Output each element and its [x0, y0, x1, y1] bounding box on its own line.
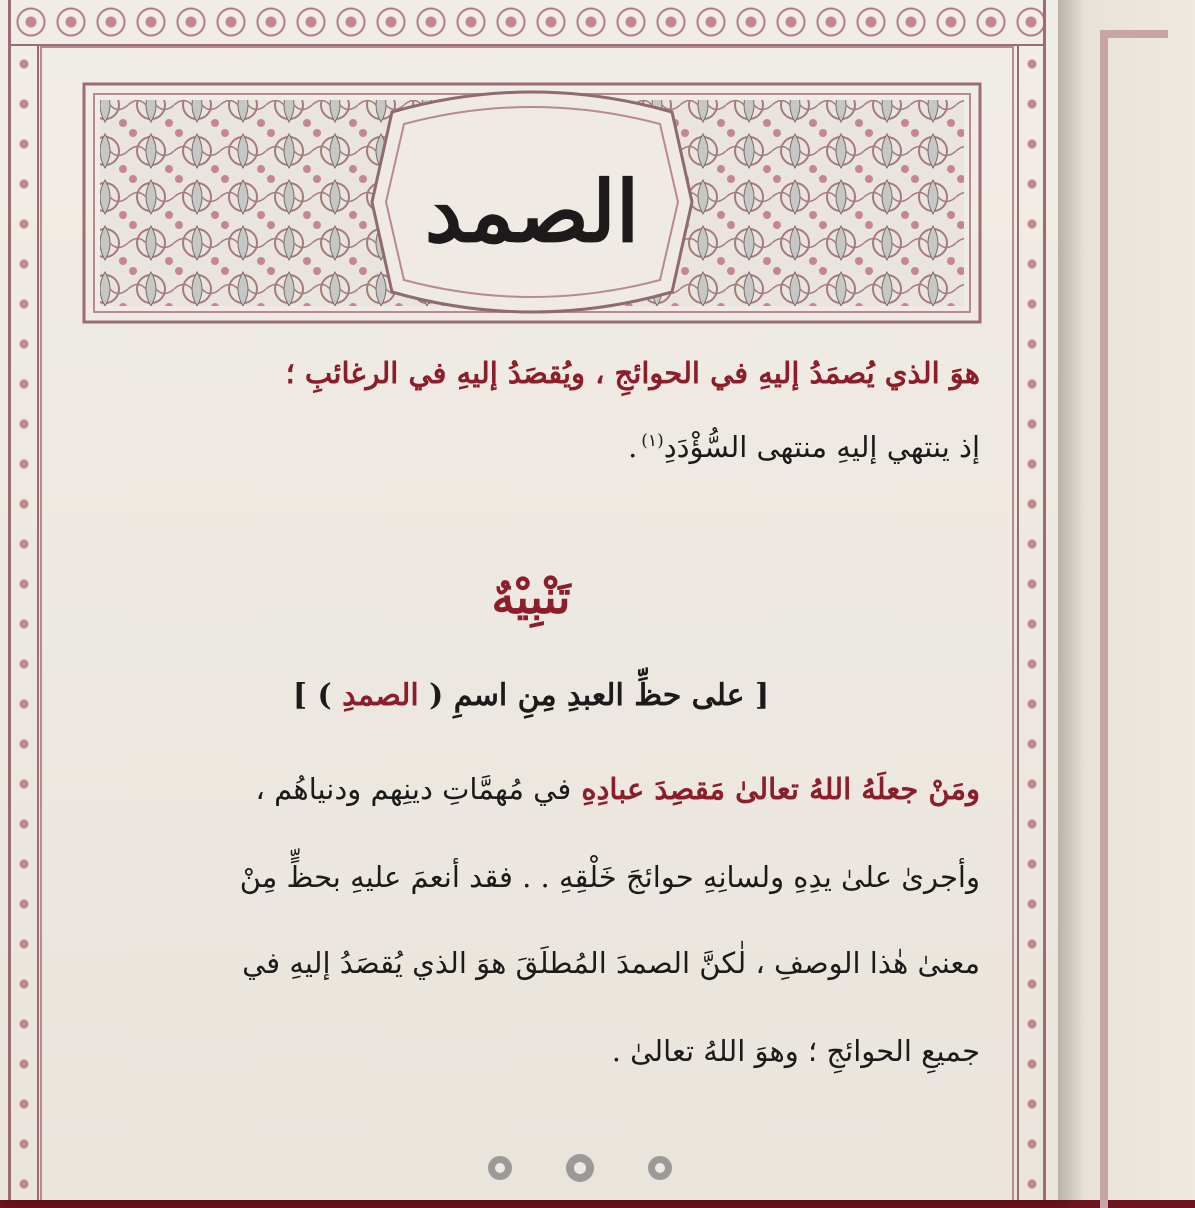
page-title: الصمد — [424, 162, 640, 261]
subheading-close: ) ] — [292, 678, 332, 713]
definition-phrase-1: هوَ الذي يُصمَدُ إليهِ في الحوائجِ ، — [595, 356, 980, 390]
body-line-2: وأجرىٰ علىٰ يدِهِ ولسانِهِ حوائجَ خَلْقِهِ . . فقد أنعمَ عليهِ بحظٍّ مِنْ — [239, 860, 980, 894]
section-divider — [470, 1148, 690, 1188]
body-line-1 — [256, 772, 980, 806]
body-highlight: ومَنْ جعلَهُ اللهُ تعالىٰ مَقصِدَ عبادِهِ — [581, 772, 980, 806]
subheading-name: الصمدِ — [342, 678, 419, 713]
top-ornamental-band — [11, 0, 1043, 46]
definition-text: إذ ينتهي إليهِ منتهى السُّؤْدَدِ — [663, 430, 980, 464]
definition-line-1 — [286, 356, 980, 390]
body-line-4: جميعِ الحوائجِ ؛ وهوَ اللهُ تعالىٰ . — [611, 1034, 980, 1068]
definition-end: . — [628, 430, 638, 464]
body-line-1-rest: في مُهمَّاتِ دينِهم ودنياهُم ، — [255, 772, 572, 806]
flower-icon — [488, 1156, 512, 1180]
definition-line-2 — [628, 430, 980, 464]
subheading-open: [ على حظِّ العبدِ مِنِ اسمِ ( — [429, 678, 770, 713]
notice-subheading — [0, 678, 1062, 713]
notice-heading: تَنْبِيْهٌ — [491, 570, 571, 624]
body-line-3: معنىٰ هٰذا الوصفِ ، لٰكنَّ الصمدَ المُطلَقَ هوَ الذي يُقصَدُ إليهِ في — [242, 946, 980, 980]
next-page-border — [1100, 30, 1168, 1208]
flower-icon — [648, 1156, 672, 1180]
flower-icon — [566, 1154, 594, 1182]
title-cartouche — [82, 82, 982, 324]
definition-phrase-2: ويُقصَدُ إليهِ في الرغائبِ ؛ — [285, 356, 585, 390]
footnote-marker: (١) — [641, 431, 664, 452]
